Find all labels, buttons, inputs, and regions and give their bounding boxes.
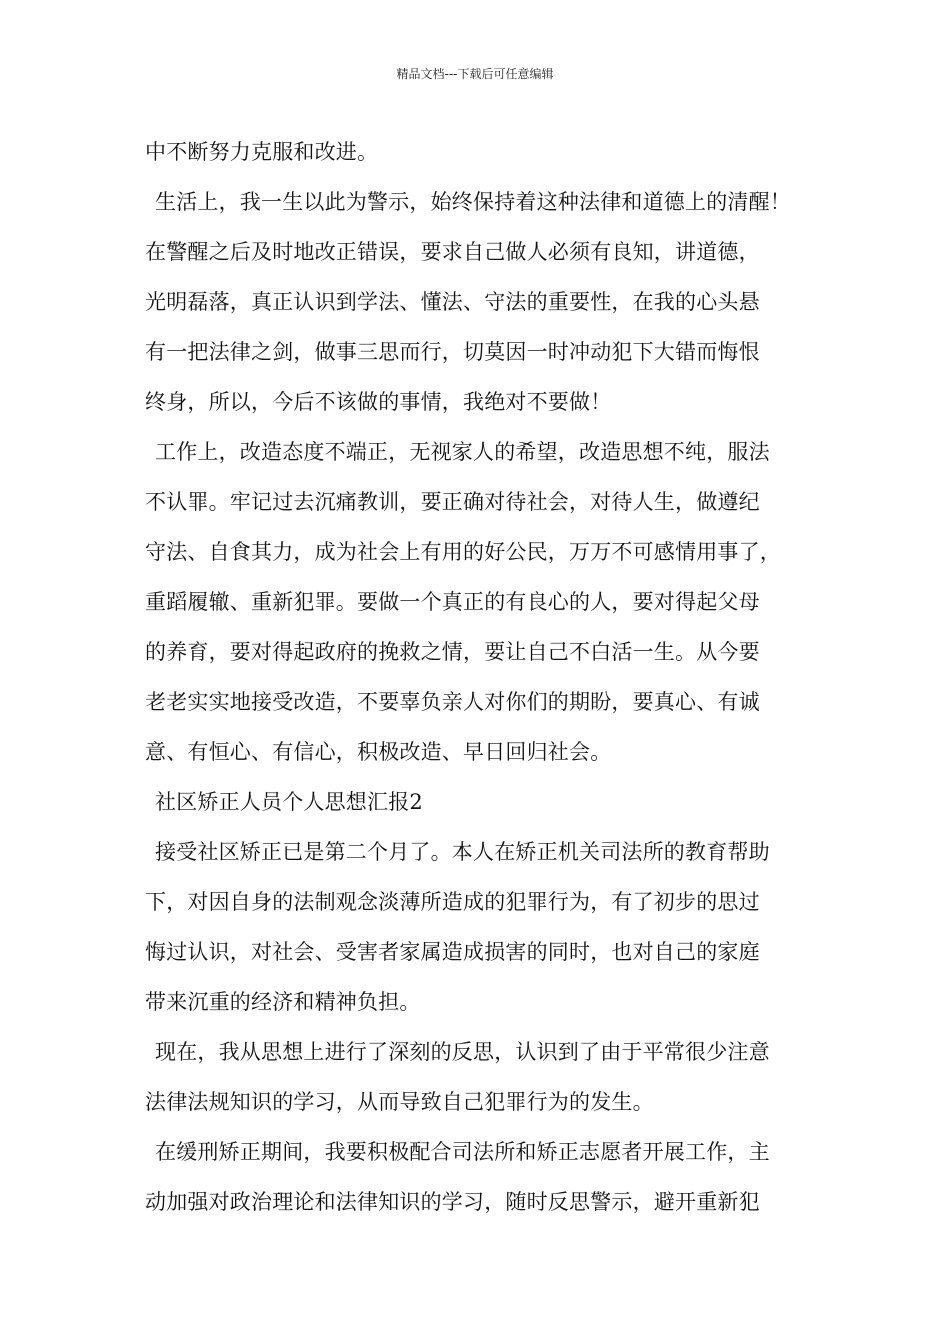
text-line: 终身，所以，今后不该做的事情，我绝对不要做！ bbox=[145, 390, 612, 414]
paragraph-start-line: 生活上，我一生以此为警示，始终保持着这种法律和道德上的清醒！ bbox=[155, 190, 791, 214]
text-line: 带来沉重的经济和精神负担。 bbox=[145, 990, 421, 1014]
text-line: 在警醒之后及时地改正错误，要求自己做人必须有良知，讲道德， bbox=[145, 240, 760, 264]
text-line: 意、有恒心、有信心，积极改造、早日回归社会。 bbox=[145, 740, 612, 764]
document-body bbox=[145, 127, 825, 1227]
text-line: 重蹈履辙、重新犯罪。要做一个真正的有良心的人，要对得起父母 bbox=[145, 590, 760, 614]
paragraph-start-line: 在缓刑矫正期间，我要积极配合司法所和矫正志愿者开展工作，主 bbox=[155, 1140, 770, 1164]
text-line: 老老实实地接受改造，不要辜负亲人对你们的期盼，要真心、有诚 bbox=[145, 690, 760, 714]
paragraph-start-line: 工作上，改造态度不端正，无视家人的希望，改造思想不纯，服法 bbox=[155, 440, 770, 464]
section-heading: 社区矫正人员个人思想汇报2 bbox=[155, 790, 423, 814]
paragraph-start-line: 现在，我从思想上进行了深刻的反思，认识到了由于平常很少注意 bbox=[155, 1040, 770, 1064]
page-header: 精品文档---下载后可任意编辑 bbox=[396, 67, 554, 81]
text-line: 动加强对政治理论和法律知识的学习，随时反思警示，避开重新犯 bbox=[145, 1190, 760, 1214]
text-line: 守法、自食其力，成为社会上有用的好公民，万万不可感情用事了， bbox=[145, 540, 781, 564]
text-line: 不认罪。牢记过去沉痛教训，要正确对待社会，对待人生，做遵纪 bbox=[145, 490, 760, 514]
text-line: 下，对因自身的法制观念淡薄所造成的犯罪行为，有了初步的思过 bbox=[145, 890, 760, 914]
text-line: 中不断努力克服和改进。 bbox=[145, 140, 379, 164]
text-line: 光明磊落，真正认识到学法、懂法、守法的重要性，在我的心头悬 bbox=[145, 290, 760, 314]
paragraph-start-line: 接受社区矫正已是第二个月了。本人在矫正机关司法所的教育帮助 bbox=[155, 840, 770, 864]
text-line: 的养育，要对得起政府的挽救之情，要让自己不白活一生。从今要 bbox=[145, 640, 760, 664]
text-line: 有一把法律之剑，做事三思而行，切莫因一时冲动犯下大错而悔恨 bbox=[145, 340, 760, 364]
text-line: 悔过认识，对社会、受害者家属造成损害的同时，也对自己的家庭 bbox=[145, 940, 760, 964]
text-line: 法律法规知识的学习，从而导致自己犯罪行为的发生。 bbox=[145, 1090, 654, 1114]
